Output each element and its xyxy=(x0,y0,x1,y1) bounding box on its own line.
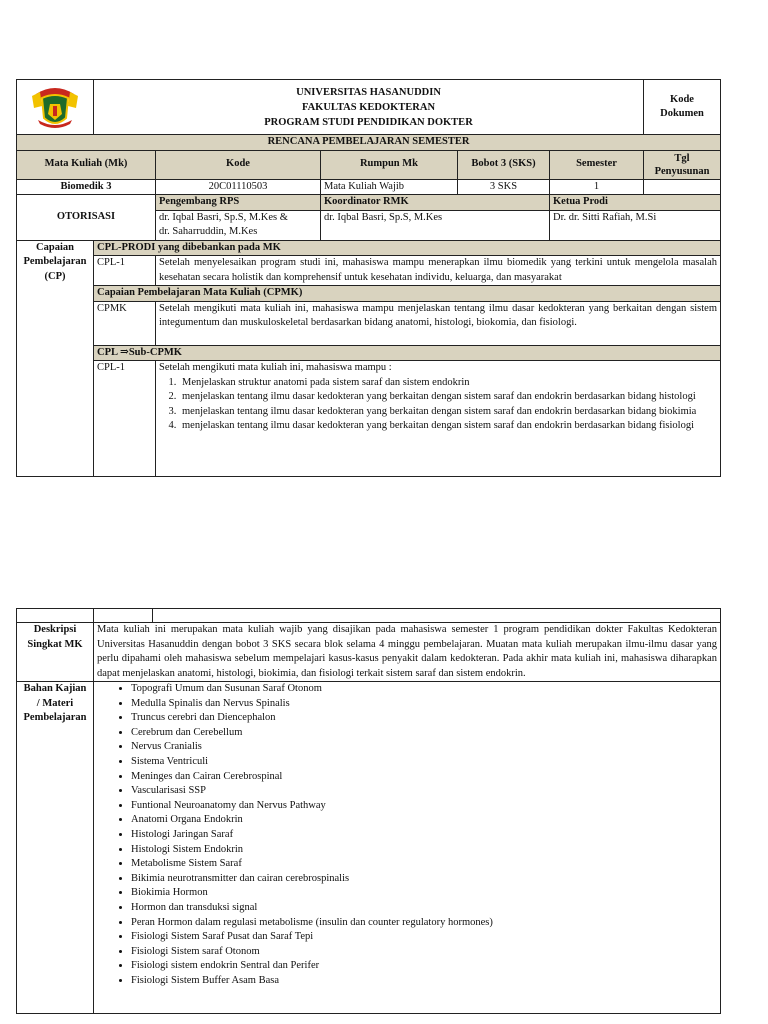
list-item: • Peran Hormon dalam regulasi metabolisme (insulin dan counter regulatory hormones) xyxy=(131,916,717,931)
list-item: • Fisiologi Sistem Saraf Pusat dan Saraf Tepi xyxy=(131,930,717,945)
sub-cpmk-item: 4. menjelaskan tentang ilmu dasar kedokteran yang berkaitan dengan sistem saraf dan endokrin berdasarkan bidang fisiologi xyxy=(179,419,717,434)
faculty-name: FAKULTAS KEDOKTERAN xyxy=(301,101,436,113)
list-item: • Funtional Neuroanatomy dan Nervus Pathway xyxy=(131,799,717,814)
list-item: • Histologi Jaringan Saraf xyxy=(131,828,717,843)
doc-code-label-2: Dokumen xyxy=(660,108,704,119)
sub-cpmk-intro: Setelah mengikuti mata kuliah ini, mahasiswa mampu : xyxy=(159,362,392,373)
pengembang-name-1: dr. Iqbal Basri, Sp.S, M.Kes & xyxy=(159,211,288,223)
col-mata-kuliah: Mata Kuliah (Mk) xyxy=(17,150,156,179)
list-item: • Nervus Cranialis xyxy=(131,740,717,755)
list-item: • Anatomi Organa Endokrin xyxy=(131,813,717,828)
empty-cell xyxy=(153,609,721,623)
course-bobot: 3 SKS xyxy=(458,179,550,195)
empty-cell xyxy=(94,609,153,623)
cp-label-line-1: Capaian xyxy=(36,241,74,253)
bahan-kajian-label xyxy=(17,682,94,1014)
cpmk-text: Setelah mengikuti mata kuliah ini, mahasiswa mampu menjelaskan tentang ilmu dasar kedokteran yang berkaitan dengan sistem integumentum dan muskuloskeletal berdasarkan bidang anatomi, histologi, biokomia, dan fisiologi. xyxy=(156,301,721,345)
doc-code-label: Kode xyxy=(670,93,694,105)
deskripsi-label xyxy=(17,623,94,682)
col-tgl: Tgl Penyusunan xyxy=(644,150,721,179)
sub-cpmk-code: CPL-1 xyxy=(94,361,156,477)
list-item: • Sistema Ventriculi xyxy=(131,755,717,770)
course-tgl xyxy=(644,179,721,195)
cpl1-code: CPL-1 xyxy=(94,256,156,286)
rps-header-table xyxy=(16,79,721,477)
cp-label xyxy=(17,240,94,477)
list-item: • Topografi Umum dan Susunan Saraf Otonom xyxy=(131,682,717,697)
course-semester: 1 xyxy=(550,179,644,195)
list-item: • Cerebrum dan Cerebellum xyxy=(131,726,717,741)
list-item: • Hormon dan transduksi signal xyxy=(131,901,717,916)
sub-cpmk-content xyxy=(156,361,721,477)
list-item: • Vascularisasi SSP xyxy=(131,784,717,799)
list-item: • Fisiologi sistem endokrin Sentral dan Perifer xyxy=(131,959,717,974)
bahan-kajian-list xyxy=(97,682,717,988)
course-name: Biomedik 3 xyxy=(17,179,156,195)
cp-label-line-2: Pembelajaran xyxy=(23,256,87,267)
cpmk-code: CPMK xyxy=(94,301,156,345)
list-item: • Bikimia neurotransmitter dan cairan cerebrospinalis xyxy=(131,872,717,887)
cpl1-text: Setelah menyelesaikan program studi ini, mahasiswa mampu menerapkan ilmu biomedik yang terkini untuk mengelola masalah kesehatan secara holistik dan komprehensif untuk kesehatan individu, keluarga, dan masyarakat xyxy=(156,256,721,286)
deskripsi-text: Mata kuliah ini merupakan mata kuliah wajib yang disajikan pada mahasiswa semester 1 program pendidikan dokter Fakultas Kedokteran Universitas Hasanuddin dengan bobot 3 SKS secara blok selama 4 minggu pembelajaran. Muatan mata kuliah merupakan ilmu-ilmu dasar yang perlu dipahami oleh mahasiswa sebelum mempelajari kasus-kasus penyakit dalam kedokteran. Pada akhir mata kuliah ini, mahasiswa diharapkan dapat menjelaskan anatomi, histologi, biokimia, dan fisiologi terkait sistem saraf dan sistem endokrin. xyxy=(94,623,721,682)
course-rumpun: Mata Kuliah Wajib xyxy=(321,179,458,195)
logo-cell xyxy=(17,80,94,135)
cpmk-header: Capaian Pembelajaran Mata Kuliah (CPMK) xyxy=(94,286,721,302)
bahan-label-line-2: / Materi xyxy=(36,697,74,709)
sub-cpmk-header: CPL ⇒Sub-CPMK xyxy=(94,345,721,361)
course-code: 20C01110503 xyxy=(156,179,321,195)
col-semester: Semester xyxy=(550,150,644,179)
cpl-prodi-header: CPL-PRODI yang dibebankan pada MK xyxy=(94,240,721,256)
pengembang-name-2: dr. Saharruddin, M.Kes xyxy=(159,226,258,237)
list-item: • Fisiologi Sistem Buffer Asam Basa xyxy=(131,974,717,989)
rps-title: RENCANA PEMBELAJARAN SEMESTER xyxy=(17,135,721,151)
sub-cpmk-item: 2. menjelaskan tentang ilmu dasar kedokteran yang berkaitan dengan sistem saraf dan endokrin berdasarkan bidang histologi xyxy=(179,390,717,405)
sub-cpmk-item: 1. Menjelaskan struktur anatomi pada sistem saraf dan sistem endokrin xyxy=(179,376,717,391)
list-item: • Histologi Sistem Endokrin xyxy=(131,843,717,858)
doc-code-cell xyxy=(644,80,721,135)
list-item: • Metabolisme Sistem Saraf xyxy=(131,857,717,872)
university-logo xyxy=(30,80,80,128)
deskripsi-label-line-2: Singkat MK xyxy=(27,638,83,650)
col-bobot: Bobot 3 (SKS) xyxy=(458,150,550,179)
list-item: • Fisiologi Sistem saraf Otonom xyxy=(131,945,717,960)
col-kode: Kode xyxy=(156,150,321,179)
university-name: UNIVERSITAS HASANUDDIN xyxy=(296,86,441,98)
kaprodi-name: Dr. dr. Sitti Rafiah, M.Si xyxy=(550,210,721,240)
sub-cpmk-list xyxy=(159,376,717,434)
cp-label-line-3: (CP) xyxy=(44,270,66,282)
program-name: PROGRAM STUDI PENDIDIKAN DOKTER xyxy=(264,116,473,128)
sub-cpmk-item: 3. menjelaskan tentang ilmu dasar kedokteran yang berkaitan dengan sistem saraf dan endokrin berdasarkan bidang biokimia xyxy=(179,405,717,420)
list-item: • Biokimia Hormon xyxy=(131,886,717,901)
koordinator-label: Koordinator RMK xyxy=(321,195,550,211)
list-item: • Medulla Spinalis dan Nervus Spinalis xyxy=(131,697,717,712)
koordinator-name: dr. Iqbal Basri, Sp.S, M.Kes xyxy=(321,210,550,240)
list-item: • Truncus cerebri dan Diencephalon xyxy=(131,711,717,726)
otorisasi-label: OTORISASI xyxy=(17,195,156,241)
deskripsi-label-line-1: Deskripsi xyxy=(33,624,77,635)
institution-heading xyxy=(94,80,644,135)
rps-description-table xyxy=(16,608,721,1014)
bahan-label-line-3: Pembelajaran xyxy=(23,712,87,723)
pengembang-label: Pengembang RPS xyxy=(156,195,321,211)
empty-cell xyxy=(17,609,94,623)
list-item: • Meninges dan Cairan Cerebrospinal xyxy=(131,770,717,785)
bahan-kajian-content xyxy=(94,682,721,1014)
pengembang-names xyxy=(156,210,321,240)
bahan-label-line-1: Bahan Kajian xyxy=(23,683,87,694)
kaprodi-label: Ketua Prodi xyxy=(550,195,721,211)
col-rumpun: Rumpun Mk xyxy=(321,150,458,179)
